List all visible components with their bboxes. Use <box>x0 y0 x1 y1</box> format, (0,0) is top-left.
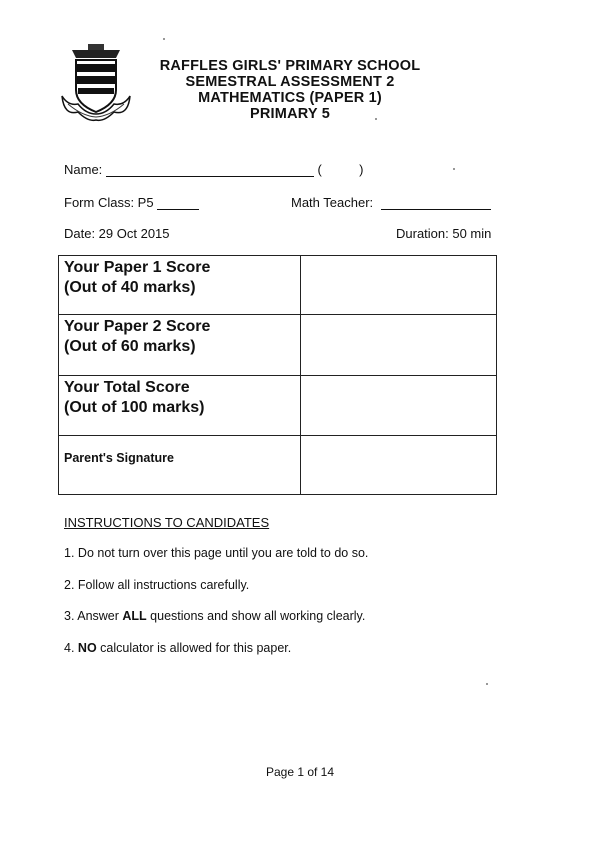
exam-date: Date: 29 Oct 2015 <box>64 226 170 241</box>
item-text: Do not turn over this page until you are told to do so. <box>77 546 369 560</box>
index-open-paren: ( <box>317 162 322 177</box>
paper1-score-box[interactable] <box>300 256 496 315</box>
school-crest-logo <box>58 42 134 128</box>
school-title-block <box>140 58 440 122</box>
item-text: Follow all instructions carefully. <box>77 577 250 592</box>
item-emphasis: NO <box>77 640 97 655</box>
total-score-label <box>59 376 301 436</box>
scan-speck <box>453 168 455 170</box>
school-name: RAFFLES GIRLS' PRIMARY SCHOOL <box>159 58 421 74</box>
teacher-blank[interactable] <box>381 197 491 210</box>
class-field <box>64 195 199 210</box>
instructions-list <box>64 546 368 672</box>
class-label: Form Class: P5 <box>64 195 154 210</box>
item-number: 2. <box>64 577 75 592</box>
score-label-line: Your Total Score <box>64 379 190 396</box>
score-label-line: Your Paper 1 Score <box>64 259 211 276</box>
item-text: Answer <box>77 609 123 623</box>
scan-speck <box>486 683 488 685</box>
parent-signature-label: Parent's Signature <box>59 436 301 495</box>
page-number: Page 1 of 14 <box>265 765 335 779</box>
table-row <box>59 436 497 495</box>
instructions-heading: INSTRUCTIONS TO CANDIDATES <box>64 515 270 530</box>
item-text: calculator is allowed for this paper. <box>96 640 292 655</box>
exam-duration: Duration: 50 min <box>396 226 492 241</box>
score-label-line: (Out of 40 marks) <box>64 279 196 296</box>
class-blank[interactable] <box>157 197 199 210</box>
name-label: Name: <box>64 162 103 177</box>
parent-signature-box[interactable] <box>300 436 496 495</box>
name-field <box>64 162 363 177</box>
item-number: 4. <box>64 640 75 655</box>
scan-speck <box>163 38 165 40</box>
score-label-line: Your Paper 2 Score <box>64 318 211 335</box>
list-item <box>64 641 368 673</box>
score-table <box>58 255 497 495</box>
list-item <box>64 546 368 578</box>
score-label-line: (Out of 60 marks) <box>64 338 196 355</box>
table-row <box>59 315 497 376</box>
assessment-title: SEMESTRAL ASSESSMENT 2 <box>185 74 395 90</box>
teacher-field <box>291 195 491 210</box>
item-number: 3. <box>64 609 75 623</box>
total-score-box[interactable] <box>300 376 496 436</box>
name-blank[interactable] <box>106 164 314 177</box>
paper2-score-box[interactable] <box>300 315 496 376</box>
level-title: PRIMARY 5 <box>250 106 330 122</box>
item-text: questions and show all working clearly. <box>146 609 366 623</box>
list-item <box>64 609 368 641</box>
paper2-score-label <box>59 315 301 376</box>
score-label-line: (Out of 100 marks) <box>64 399 205 416</box>
item-emphasis: ALL <box>122 609 147 623</box>
table-row <box>59 376 497 436</box>
paper1-score-label <box>59 256 301 315</box>
scan-speck <box>375 118 377 120</box>
table-row <box>59 256 497 315</box>
item-number: 1. <box>64 546 75 560</box>
teacher-label: Math Teacher: <box>291 195 374 210</box>
subject-title: MATHEMATICS (PAPER 1) <box>198 90 382 106</box>
list-item <box>64 578 368 610</box>
index-close-paren: ) <box>359 162 364 177</box>
